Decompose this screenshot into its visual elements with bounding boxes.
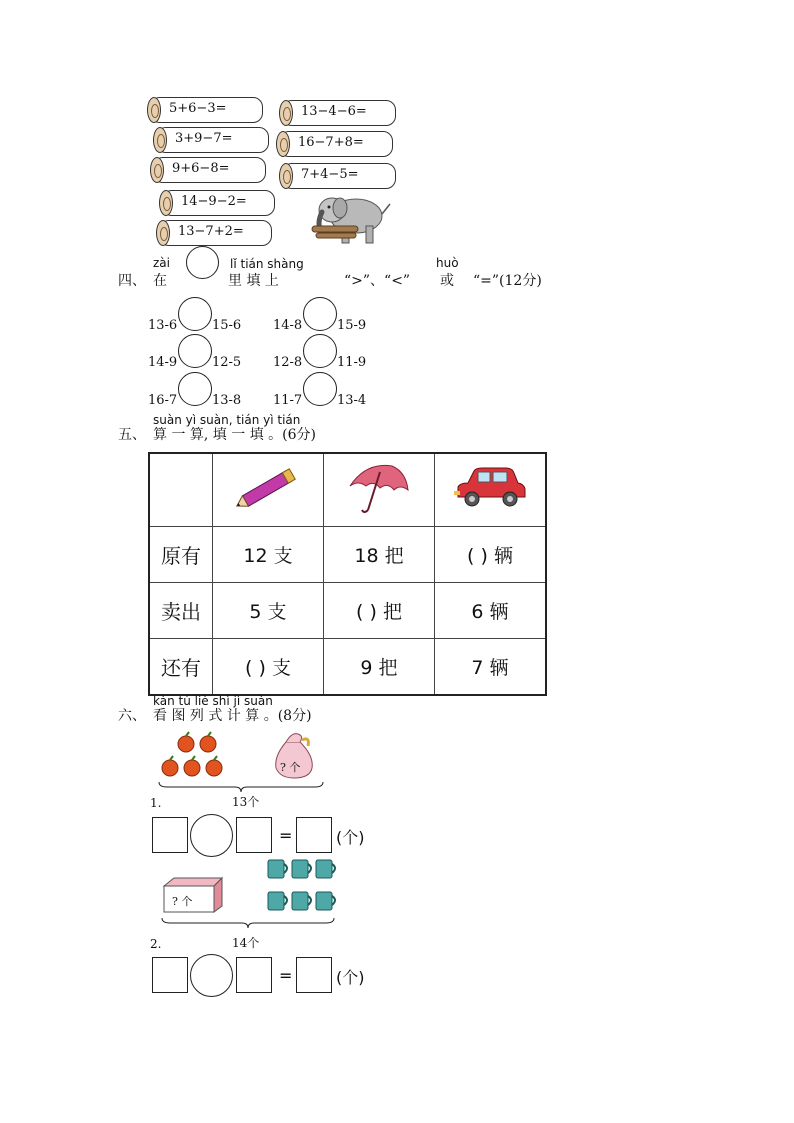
cups-icon (264, 858, 344, 918)
equals-sign: = (279, 826, 293, 845)
box-label: ? 个 (172, 895, 193, 908)
row-label: 还有 (149, 639, 213, 696)
comparison-circle[interactable] (178, 297, 212, 331)
total-label: 13个 (232, 795, 260, 809)
answer-box[interactable] (152, 817, 188, 853)
log-expression (279, 131, 393, 157)
brace-icon (160, 916, 336, 930)
expression-text: 9+6−8= (172, 161, 230, 176)
comparison-left: 14-9 (148, 355, 178, 370)
log-end-icon (279, 100, 293, 126)
answer-box[interactable] (152, 957, 188, 993)
comparison-circle[interactable] (303, 372, 337, 406)
table-cell: 5 支 (213, 583, 324, 639)
operator-circle[interactable] (190, 814, 233, 857)
section-number: 四、 (118, 273, 146, 289)
log-expression (282, 100, 396, 126)
answer-box[interactable] (236, 957, 272, 993)
expression-text: 16−7+8= (298, 135, 364, 150)
umbrella-cell (324, 453, 435, 527)
pinyin-section6: kàn tú liè shì jì suàn (153, 694, 273, 708)
table-cell: 18 把 (324, 527, 435, 583)
problem-index: 1. (150, 796, 162, 810)
comparison-right: 11-9 (337, 355, 367, 370)
elephant-icon (310, 190, 392, 246)
expression-text: 13−7+2= (178, 224, 244, 239)
operator-circle[interactable] (190, 954, 233, 997)
heading-text: 在 (153, 273, 167, 289)
comparison-right: 15-6 (212, 318, 242, 333)
log-end-icon (276, 131, 290, 157)
pencil-cell (213, 453, 324, 527)
log-end-icon (159, 190, 173, 216)
comparison-right: 13-8 (212, 393, 242, 408)
log-end-icon (147, 97, 161, 123)
comparison-left: 12-8 (273, 355, 303, 370)
table-cell-blank[interactable]: ( ) 把 (324, 583, 435, 639)
log-expression (162, 190, 275, 216)
umbrella-icon (344, 460, 414, 516)
problem-index: 2. (150, 937, 162, 951)
table-cell: 7 辆 (435, 639, 547, 696)
brace-icon (157, 780, 325, 794)
pinyin-litian: lǐ tián shàng (230, 257, 304, 271)
heading-text: 算 一 算, 填 一 填 。(6分) (153, 427, 316, 443)
answer-box[interactable] (296, 817, 332, 853)
car-icon (450, 463, 530, 513)
log-end-icon (279, 163, 293, 189)
unit-label: (个) (336, 828, 365, 847)
table-cell: 6 辆 (435, 583, 547, 639)
heading-text: “>”、“<” (344, 273, 411, 289)
table-cell-blank[interactable]: ( ) 辆 (435, 527, 547, 583)
section-number: 五、 (118, 427, 146, 443)
comparison-left: 16-7 (148, 393, 178, 408)
comparison-left: 11-7 (273, 393, 303, 408)
table-cell-blank[interactable]: ( ) 支 (213, 639, 324, 696)
heading-text: 或 (440, 273, 454, 289)
answer-box[interactable] (236, 817, 272, 853)
table-cell: 12 支 (213, 527, 324, 583)
apples-icon (158, 730, 228, 782)
comparison-left: 13-6 (148, 318, 178, 333)
pinyin-section5: suàn yì suàn, tián yì tián (153, 413, 301, 427)
heading-text: 里 填 上 (228, 273, 279, 289)
expression-text: 5+6−3= (169, 101, 227, 116)
log-expression (282, 163, 396, 189)
table-corner-cell (149, 453, 213, 527)
expression-text: 14−9−2= (181, 194, 247, 209)
pinyin-zai: zài (153, 256, 170, 270)
expression-text: 13−4−6= (301, 104, 367, 119)
row-label: 原有 (149, 527, 213, 583)
log-expression (159, 220, 272, 246)
sales-table (148, 452, 547, 696)
pinyin-huo: huò (436, 256, 459, 270)
heading-circle-icon (186, 246, 219, 279)
comparison-circle[interactable] (303, 297, 337, 331)
comparison-circle[interactable] (178, 372, 212, 406)
heading-text: 看 图 列 式 计 算 。(8分) (153, 708, 312, 724)
log-end-icon (153, 127, 167, 153)
log-expression (156, 127, 269, 153)
log-expression (150, 97, 263, 123)
pencil-icon (228, 463, 308, 513)
total-label: 14个 (232, 936, 260, 950)
log-expression (153, 157, 266, 183)
comparison-right: 15-9 (337, 318, 367, 333)
comparison-circle[interactable] (303, 334, 337, 368)
expression-text: 7+4−5= (301, 167, 359, 182)
comparison-right: 12-5 (212, 355, 242, 370)
expression-text: 3+9−7= (175, 131, 233, 146)
log-end-icon (156, 220, 170, 246)
car-cell (435, 453, 547, 527)
row-label: 卖出 (149, 583, 213, 639)
equals-sign: = (279, 966, 293, 985)
comparison-circle[interactable] (178, 334, 212, 368)
unit-label: (个) (336, 968, 365, 987)
comparison-right: 13-4 (337, 393, 367, 408)
answer-box[interactable] (296, 957, 332, 993)
comparison-left: 14-8 (273, 318, 303, 333)
heading-text: “=”(12分) (473, 273, 542, 289)
log-end-icon (150, 157, 164, 183)
table-cell: 9 把 (324, 639, 435, 696)
bag-label: ? 个 (280, 761, 301, 774)
section-number: 六、 (118, 708, 146, 724)
